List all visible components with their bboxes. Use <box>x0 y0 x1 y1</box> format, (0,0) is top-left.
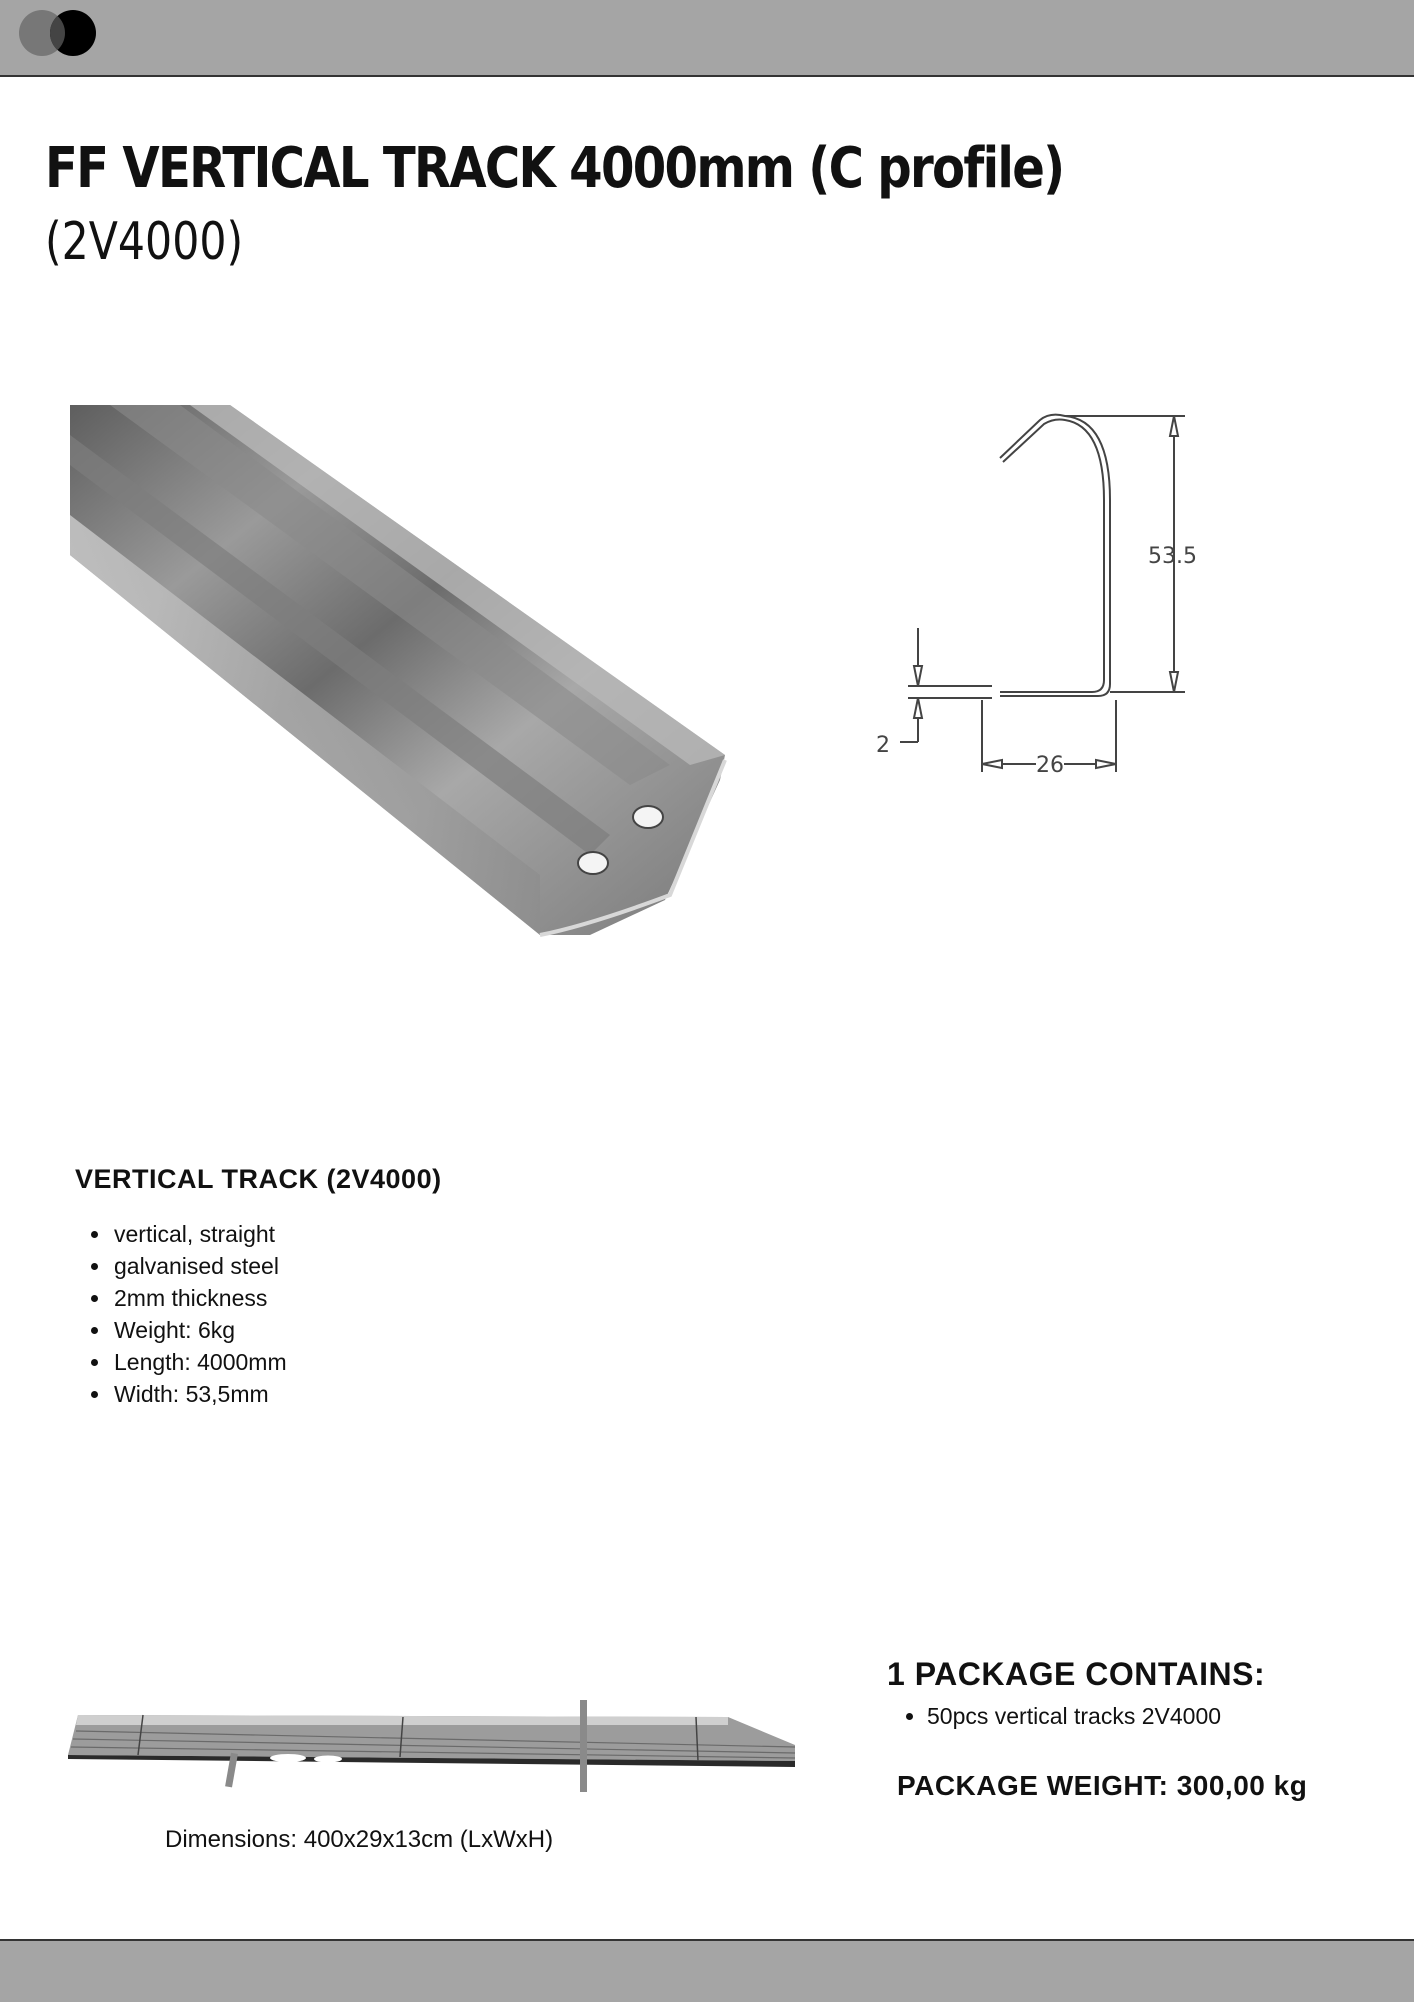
package-item: • 50pcs vertical tracks 2V4000 <box>927 1700 1221 1732</box>
spec-item: • vertical, straight <box>112 1218 287 1250</box>
spec-item: • Length: 4000mm <box>112 1346 287 1378</box>
product-code: (2V4000) <box>45 212 244 272</box>
package-dimensions: Dimensions: 400x29x13cm (LxWxH) <box>165 1826 554 1853</box>
logo-icon <box>18 6 104 62</box>
spec-item: • Width: 53,5mm <box>112 1378 287 1410</box>
thickness-dimension-label: 2 <box>876 733 890 758</box>
spec-item: • 2mm thickness <box>112 1282 287 1314</box>
profile-cross-section-drawing <box>860 400 1200 790</box>
footer-bar <box>0 1939 1414 2002</box>
base-dimension-label: 26 <box>1036 753 1064 778</box>
spec-heading: VERTICAL TRACK (2V4000) <box>75 1164 442 1194</box>
package-weight: PACKAGE WEIGHT: 300,00 kg <box>897 1770 1308 1801</box>
spec-list <box>75 1218 287 1410</box>
product-photo <box>70 405 730 940</box>
package-photo <box>68 1695 798 1795</box>
package-heading: 1 PACKAGE CONTAINS: <box>887 1656 1266 1692</box>
height-dimension-label: 53.5 <box>1148 544 1197 569</box>
package-contents-list <box>887 1700 1221 1732</box>
header-bar <box>0 0 1414 77</box>
page-title: FF VERTICAL TRACK 4000mm (C profile) <box>45 136 1064 201</box>
spec-item: • galvanised steel <box>112 1250 287 1282</box>
spec-item: • Weight: 6kg <box>112 1314 287 1346</box>
